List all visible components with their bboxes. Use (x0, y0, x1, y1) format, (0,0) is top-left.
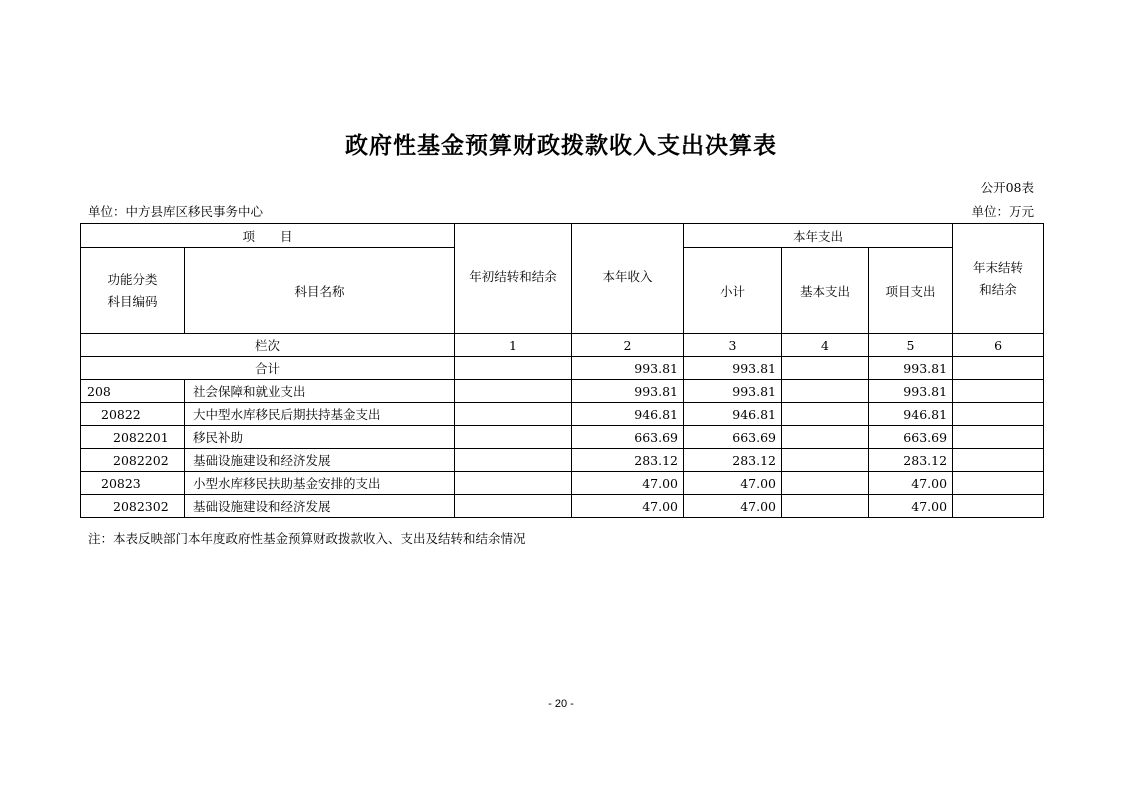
total-basic (782, 357, 869, 380)
table-row (81, 426, 1044, 449)
row-income: 663.69 (572, 426, 684, 449)
row-subtotal: 993.81 (684, 380, 782, 403)
table-row (81, 449, 1044, 472)
header-subtotal: 小计 (684, 248, 782, 334)
header-func-code-line1: 功能分类 (107, 271, 158, 287)
row-name: 移民补助 (185, 426, 455, 449)
row-income: 283.12 (572, 449, 684, 472)
row-basic (782, 426, 869, 449)
page-number: - 20 - (548, 698, 574, 710)
header-func-code (81, 248, 185, 334)
header-expense-group: 本年支出 (684, 224, 953, 248)
table-row (81, 403, 1044, 426)
table-row (81, 495, 1044, 518)
row-begin (455, 403, 572, 426)
row-income: 993.81 (572, 380, 684, 403)
table-header (81, 224, 1044, 380)
row-project: 663.69 (869, 426, 953, 449)
total-row (81, 357, 1044, 380)
row-end (953, 380, 1044, 403)
row-subtotal: 946.81 (684, 403, 782, 426)
row-project: 993.81 (869, 380, 953, 403)
row-end (953, 472, 1044, 495)
row-project: 47.00 (869, 495, 953, 518)
table-number: 公开08表 (980, 180, 1034, 195)
header-item: 项 目 (81, 224, 455, 248)
total-income: 993.81 (572, 357, 684, 380)
header-basic: 基本支出 (782, 248, 869, 334)
column-number-5: 5 (869, 334, 953, 357)
total-subtotal: 993.81 (684, 357, 782, 380)
row-end (953, 426, 1044, 449)
row-basic (782, 403, 869, 426)
row-name: 社会保障和就业支出 (185, 380, 455, 403)
row-name: 大中型水库移民后期扶持基金支出 (185, 403, 455, 426)
row-project: 946.81 (869, 403, 953, 426)
column-number-6: 6 (953, 334, 1044, 357)
row-basic (782, 472, 869, 495)
table-row (81, 472, 1044, 495)
row-basic (782, 380, 869, 403)
row-subtotal: 47.00 (684, 495, 782, 518)
row-code: 20823 (81, 472, 185, 495)
table-note: 注：本表反映部门本年度政府性基金预算财政拨款收入、支出及结转和结余情况 (88, 531, 526, 546)
row-name: 基础设施建设和经济发展 (185, 449, 455, 472)
column-number-1: 1 (455, 334, 572, 357)
column-number-2: 2 (572, 334, 684, 357)
row-end (953, 403, 1044, 426)
total-label: 合计 (81, 357, 455, 380)
row-begin (455, 426, 572, 449)
row-basic (782, 449, 869, 472)
row-basic (782, 495, 869, 518)
row-project: 283.12 (869, 449, 953, 472)
row-name: 小型水库移民扶助基金安排的支出 (185, 472, 455, 495)
row-name: 基础设施建设和经济发展 (185, 495, 455, 518)
total-begin (455, 357, 572, 380)
column-number-4: 4 (782, 334, 869, 357)
row-begin (455, 380, 572, 403)
table-row (81, 380, 1044, 403)
unit-organization: 单位：中方县库区移民事务中心 (88, 204, 264, 219)
row-income: 47.00 (572, 495, 684, 518)
row-end (953, 449, 1044, 472)
row-code: 2082302 (81, 495, 185, 518)
total-end (953, 357, 1044, 380)
row-begin (455, 495, 572, 518)
header-func-code-line2: 科目编码 (107, 293, 158, 309)
header-income: 本年收入 (572, 224, 684, 334)
row-project: 47.00 (869, 472, 953, 495)
row-end (953, 495, 1044, 518)
header-project: 项目支出 (869, 248, 953, 334)
row-subtotal: 47.00 (684, 472, 782, 495)
column-number-3: 3 (684, 334, 782, 357)
row-code: 208 (81, 380, 185, 403)
row-begin (455, 472, 572, 495)
unit-currency: 单位：万元 (971, 204, 1034, 219)
row-begin (455, 449, 572, 472)
row-code: 20822 (81, 403, 185, 426)
header-end-balance-line1: 年末结转 (973, 259, 1024, 275)
row-code: 2082202 (81, 449, 185, 472)
row-income: 47.00 (572, 472, 684, 495)
budget-table (80, 223, 1044, 518)
row-subtotal: 283.12 (684, 449, 782, 472)
page-title: 政府性基金预算财政拨款收入支出决算表 (345, 133, 777, 159)
row-code: 2082201 (81, 426, 185, 449)
row-subtotal: 663.69 (684, 426, 782, 449)
table-body (81, 380, 1044, 518)
row-income: 946.81 (572, 403, 684, 426)
column-number-label: 栏次 (81, 334, 455, 357)
header-end-balance (953, 224, 1044, 334)
header-end-balance-line2: 和结余 (979, 281, 1017, 297)
header-begin-balance: 年初结转和结余 (455, 224, 572, 334)
total-project: 993.81 (869, 357, 953, 380)
header-subject-name: 科目名称 (185, 248, 455, 334)
